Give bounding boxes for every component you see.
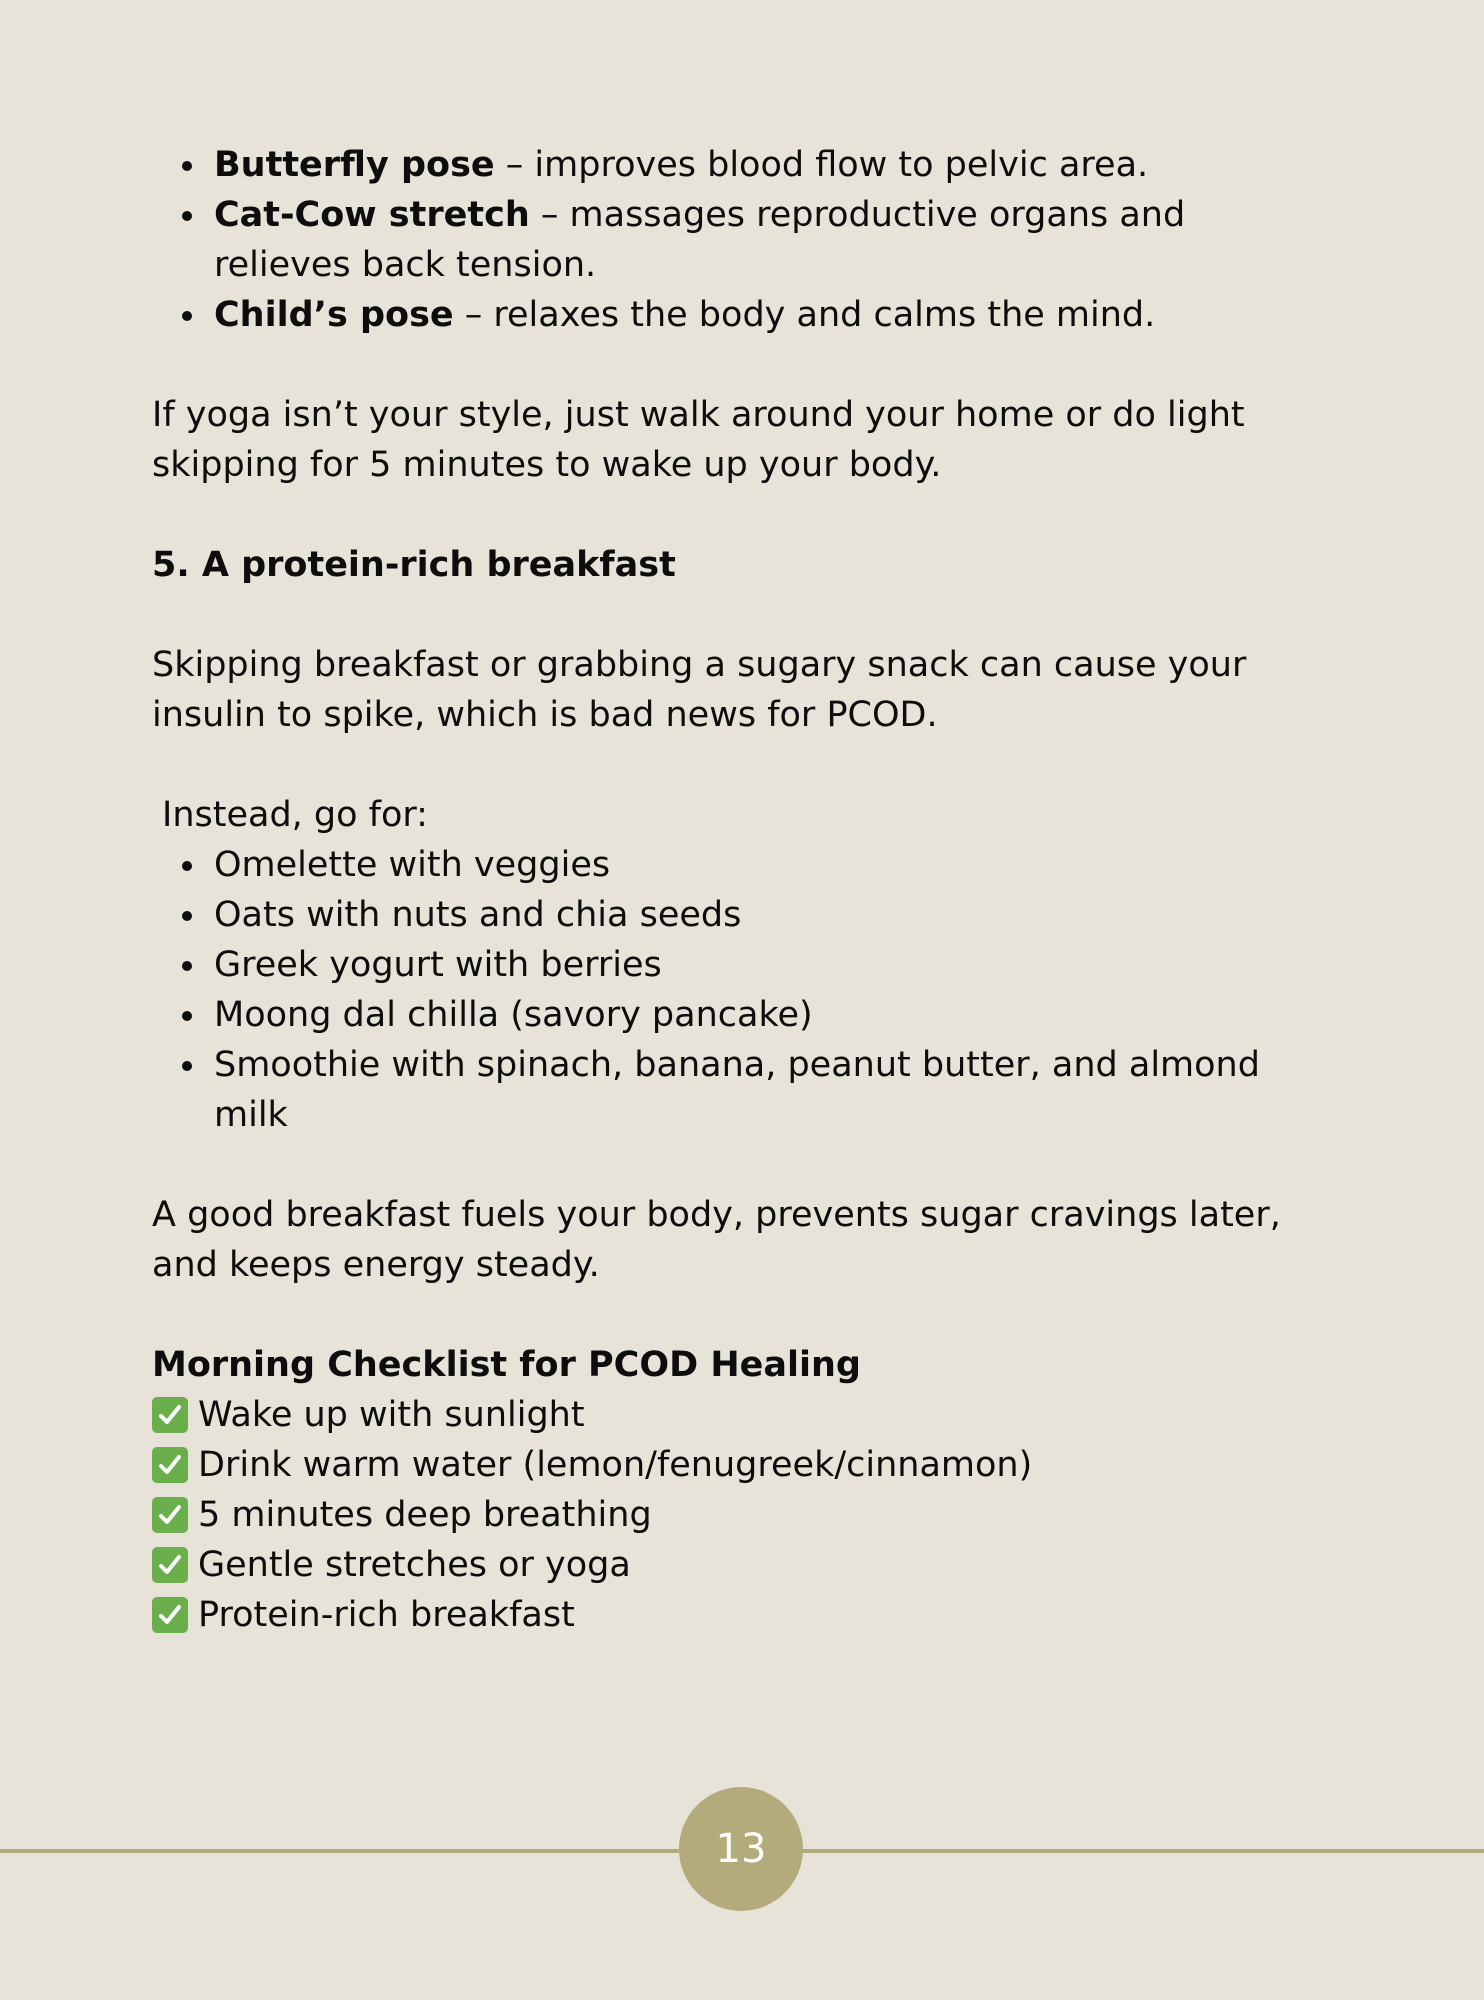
checklist-item <box>152 1540 1332 1590</box>
checklist-item-label: Drink warm water (lemon/fenugreek/cinnamon) <box>198 1445 1033 1485</box>
breakfast-options-list <box>152 840 1332 1140</box>
checklist-item <box>152 1490 1332 1540</box>
list-item <box>214 290 1332 340</box>
pose-description: – improves blood flow to pelvic area. <box>494 145 1149 185</box>
check-box-icon <box>152 1397 188 1433</box>
page-content <box>152 140 1332 1640</box>
pose-name: Cat-Cow stretch <box>214 195 530 235</box>
pose-description: – massages reproductive organs and relieves back tension. <box>214 195 1186 285</box>
pose-description: – relaxes the body and calms the mind. <box>453 295 1156 335</box>
list-item: Smoothie with spinach, banana, peanut butter, and almond milk <box>214 1040 1332 1140</box>
checklist-item-label: 5 minutes deep breathing <box>198 1495 652 1535</box>
yoga-alternative-paragraph: If yoga isn’t your style, just walk around your home or do light skipping for 5 minutes to wake up your body. <box>152 395 1245 485</box>
check-box-icon <box>152 1497 188 1533</box>
page-number: 13 <box>715 1826 767 1872</box>
list-item: Oats with nuts and chia seeds <box>214 890 1332 940</box>
list-item: Moong dal chilla (savory pancake) <box>214 990 1332 1040</box>
checklist-item <box>152 1390 1332 1440</box>
checklist-item-label: Gentle stretches or yoga <box>198 1545 631 1585</box>
check-box-icon <box>152 1597 188 1633</box>
checklist-item-label: Protein-rich breakfast <box>198 1595 575 1635</box>
checklist-item <box>152 1440 1332 1490</box>
checklist-item <box>152 1590 1332 1640</box>
section-heading: 5. A protein-rich breakfast <box>152 545 676 585</box>
list-item <box>214 190 1332 290</box>
pose-name: Child’s pose <box>214 295 454 335</box>
breakfast-intro-paragraph: Skipping breakfast or grabbing a sugary snack can cause your insulin to spike, which is bad news for PCOD. <box>152 645 1247 735</box>
page-number-badge <box>679 1787 803 1911</box>
list-item: Greek yogurt with berries <box>214 940 1332 990</box>
list-item: Omelette with veggies <box>214 840 1332 890</box>
instead-label: Instead, go for: <box>162 795 428 835</box>
morning-checklist <box>152 1390 1332 1640</box>
yoga-poses-list <box>152 140 1332 340</box>
list-item <box>214 140 1332 190</box>
pose-name: Butterfly pose <box>214 145 495 185</box>
check-box-icon <box>152 1547 188 1583</box>
breakfast-closing-paragraph: A good breakfast fuels your body, prevents sugar cravings later, and keeps energy steady. <box>152 1195 1281 1285</box>
checklist-item-label: Wake up with sunlight <box>198 1395 585 1435</box>
checklist-heading: Morning Checklist for PCOD Healing <box>152 1345 861 1385</box>
check-box-icon <box>152 1447 188 1483</box>
